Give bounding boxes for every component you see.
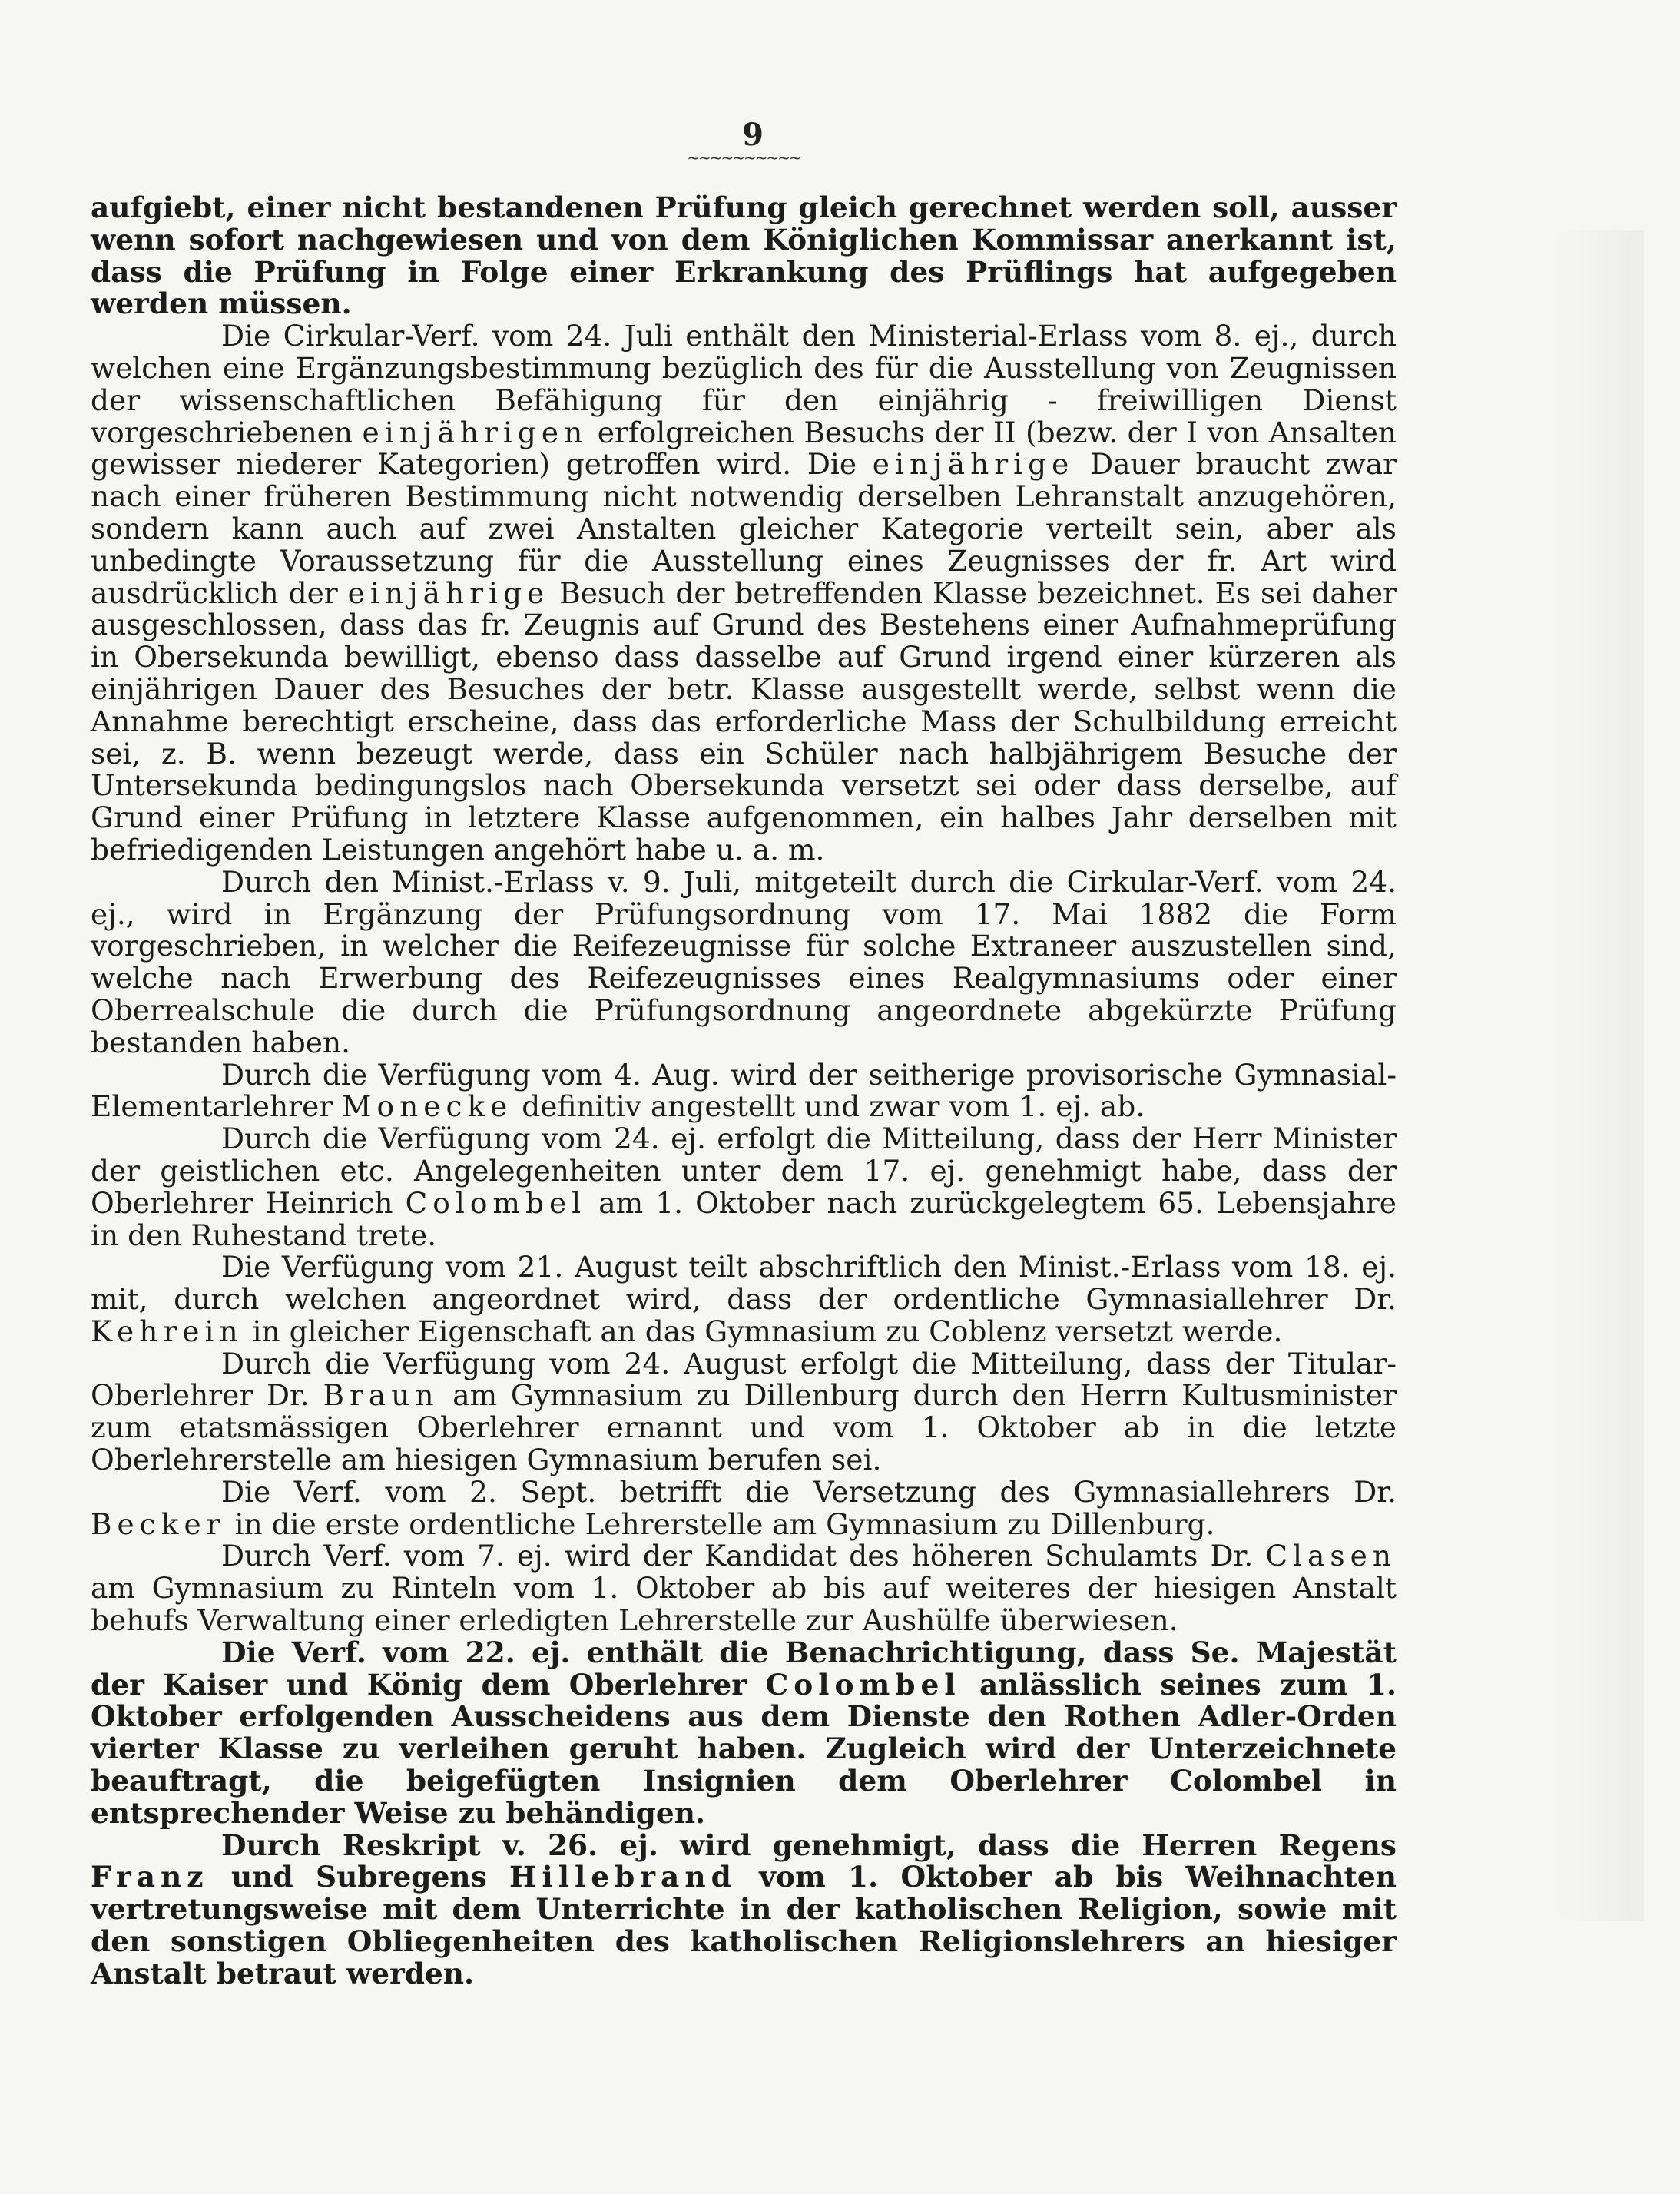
paragraph-8: Die Verf. vom 2. Sept. betrifft die Versetzung des Gymnasiallehrers Dr. Becker in die erste ordentliche Lehrerstelle am Gymnasium zu Dillenburg. <box>91 1474 1397 1541</box>
spaced-word: einjährige <box>872 447 1075 482</box>
spaced-name: Hillebrand <box>509 1860 737 1894</box>
spaced-name: Colombel <box>765 1667 961 1702</box>
spaced-name: Becker <box>91 1506 226 1541</box>
spaced-name: Braun <box>323 1378 439 1413</box>
spaced-name: Monecke <box>342 1089 513 1124</box>
spaced-word: einjährigen <box>362 415 588 449</box>
paragraph-4: Durch die Verfügung vom 4. Aug. wird der seitherige provisorische Gymnasial-Elementarlehrer Monecke definitiv angestellt und zwar vom 1. ej. ab. <box>91 1057 1397 1124</box>
spaced-name: Kehrein <box>91 1314 244 1348</box>
paragraph-2: Die Cirkular-Verf. vom 24. Juli enthält den Ministerial-Erlass vom 8. ej., durch welchen eine Ergänzungsbestimmung bezüglich des für die Ausstellung von Zeugnissen der wissenschaftlichen Befähigung für den einjährig - freiwilligen Dienst vorgeschriebenen einjährigen erfolgreichen Besuchs der II (bezw. der I von Ansalten gewisser niederer Kategorien) getroffen wird. Die einjährige Dauer braucht zwar nach einer früheren Bestimmung nicht notwendig derselben Lehranstalt anzugehören, sondern kann auch auf zwei Anstalten gleicher Kategorie verteilt sein, aber als unbedingte Voraussetzung für die Ausstellung eines Zeugnisses der fr. Art wird ausdrücklich der einjährige Besuch der betreffenden Klasse bezeichnet. Es sei daher ausgeschlossen, dass das fr. Zeugnis auf Grund des Bestehens einer Aufnahmeprüfung in Obersekunda bewilligt, ebenso dass dasselbe auf Grund irgend einer kürzeren als einjährigen Dauer des Besuches der betr. Klasse ausgestellt werde, selbst wenn die Annahme berechtigt erscheine, dass das erforderliche Mass der Schulbildung erreicht sei, z. B. wenn bezeugt werde, dass ein Schüler nach halbjährigem Besuche der Untersekunda bedingungslos nach Obersekunda versetzt sei oder dass derselbe, auf Grund einer Prüfung in letztere Klasse aufgenommen, ein halbes Jahr derselben mit befriedigenden Leistungen angehört habe u. a. m. <box>91 319 1397 867</box>
paragraph-10: Die Verf. vom 22. ej. enthält die Benachrichtigung, dass Se. Majestät der Kaiser und König dem Oberlehrer Colombel anlässlich seines zum 1. Oktober erfolgenden Ausscheidens aus dem Dienste den Rothen Adler-Orden vierter Klasse zu verleihen geruht haben. Zugleich wird der Unterzeichnete beauftragt, die beigefügten Insignien dem Oberlehrer Colombel in entsprechender Weise zu behändigen. <box>91 1635 1397 1830</box>
paragraph-6: Die Verfügung vom 21. August teilt abschriftlich den Minist.-Erlass vom 18. ej. mit, durch welchen angeordnet wird, dass der ordentliche Gymnasiallehrer Dr. Kehrein in gleicher Eigenschaft an das Gymnasium zu Coblenz versetzt werde. <box>91 1250 1397 1348</box>
paragraph-5: Durch die Verfügung vom 24. ej. erfolgt die Mitteilung, dass der Herr Minister der geistlichen etc. Angelegenheiten unter dem 17. ej. genehmigt habe, dass der Oberlehrer Heinrich Colombel am 1. Oktober nach zurückgelegtem 65. Lebensjahre in den Ruhestand trete. <box>91 1122 1397 1252</box>
paragraph-9: Durch Verf. vom 7. ej. wird der Kandidat des höheren Schulamts Dr. Clasen am Gymnasium zu Rinteln vom 1. Oktober ab bis auf weiteres der hiesigen Anstalt behufs Verwaltung einer erledigten Lehrerstelle zur Aushülfe überwiesen. <box>91 1539 1397 1638</box>
page-number: 9 <box>742 117 764 153</box>
paragraph-3: Durch den Minist.-Erlass v. 9. Juli, mitgeteilt durch die Cirkular-Verf. vom 24. ej., wird in Ergänzung der Prüfungsordnung vom 17. Mai 1882 die Form vorgeschrieben, in welcher die Reifezeugnisse für solche Extraneer auszustellen sind, welche nach Erwerbung des Reifezeugnisses eines Realgymnasiums oder einer Oberrealschule die durch die Prüfungsordnung angeordnete abgekürzte Prüfung bestanden haben. <box>91 864 1397 1059</box>
spaced-name: Clasen <box>1265 1539 1397 1573</box>
paragraph-1: aufgiebt, einer nicht bestandenen Prüfung gleich gerechnet werden soll, ausser wenn sofort nachgewiesen und von dem Königlichen Kommissar anerkannt ist, dass die Prüfung in Folge einer Erkrankung des Prüflings hat aufgegeben werden müssen. <box>91 191 1397 321</box>
paragraph-7: Durch die Verfügung vom 24. August erfolgt die Mitteilung, dass der Titular-Oberlehrer Dr. Braun am Gymnasium zu Dillenburg durch den Herrn Kultusminister zum etatsmässigen Oberlehrer ernannt und vom 1. Oktober ab in die letzte Oberlehrerstelle am hiesigen Gymnasium berufen sei. <box>91 1346 1397 1477</box>
spaced-word: einjährige <box>347 575 550 610</box>
bleed-through-shade <box>1552 230 1644 1921</box>
spaced-name: Franz <box>91 1860 209 1894</box>
body-text <box>91 192 1397 1990</box>
paragraph-11: Durch Reskript v. 26. ej. wird genehmigt, dass die Herren Regens Franz und Subregens Hillebrand vom 1. Oktober ab bis Weihnachten vertretungsweise mit dem Unterrichte in der katholischen Religion, sowie mit den sonstigen Obliegenheiten des katholischen Religionslehrers an hiesiger Anstalt betraut werden. <box>91 1828 1397 1990</box>
spaced-name: Colombel <box>405 1185 587 1220</box>
ornament-rule: ~~~~~~~~~~ <box>687 148 800 167</box>
